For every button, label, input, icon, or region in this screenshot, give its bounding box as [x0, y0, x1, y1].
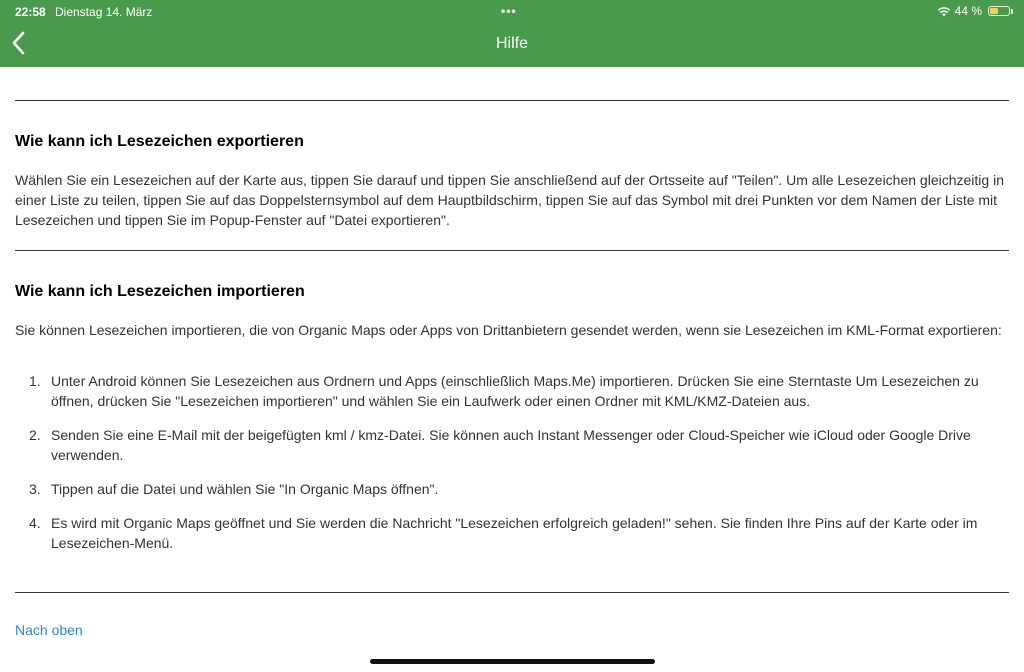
list-item-text: Senden Sie eine E-Mail mit der beigefügten kml / kmz-Datei. Sie können auch Instant Messenger oder Cloud-Speicher wie iCloud oder Google Drive verwenden. — [51, 427, 971, 463]
status-date: Dienstag 14. März — [55, 5, 153, 19]
section-body-import: Sie können Lesezeichen importieren, die von Organic Maps oder Apps von Drittanbietern gesendet werden, wenn sie Lesezeichen im KML-Format exportieren: — [15, 322, 1002, 338]
list-item — [15, 425, 1009, 465]
page-title: Hilfe — [495, 35, 528, 52]
section-heading-import: Wie kann ich Lesezeichen importieren — [15, 283, 305, 300]
divider — [15, 100, 1009, 101]
section-body-export: Wählen Sie ein Lesezeichen auf der Karte aus, tippen Sie darauf und tippen Sie anschließend auf der Ortsseite auf "Teilen". Um alle Lesezeichen gleichzeitig in einer Liste zu teilen, tippen Sie auf das Doppelsternsymbol auf dem Hauptbildschirm, tippen Sie auf das Symbol mit drei Punkten vor dem Namen der Liste mit Lesezeichen und tippen Sie im Popup-Fenster auf "Datei exportieren". — [15, 172, 1004, 228]
divider — [15, 250, 1009, 251]
home-indicator[interactable] — [370, 659, 655, 664]
navigation-header — [0, 0, 1024, 67]
list-item — [15, 479, 1009, 499]
battery-fill — [990, 8, 998, 14]
divider — [15, 592, 1009, 593]
multitasking-dots-icon[interactable]: ••• — [501, 4, 517, 18]
list-item-text: Es wird mit Organic Maps geöffnet und Sie werden die Nachricht "Lesezeichen erfolgreich geladen!" sehen. Sie finden Ihre Pins auf der Karte oder im Lesezeichen-Menü. — [51, 515, 978, 551]
section-heading-export: Wie kann ich Lesezeichen exportieren — [15, 133, 304, 150]
status-bar — [0, 4, 1024, 20]
list-item-number: 2. — [29, 427, 41, 443]
list-item-text: Unter Android können Sie Lesezeichen aus Ordnern und Apps (einschließlich Maps.Me) importieren. Drücken Sie eine Sterntaste Um Lesezeichen zu öffnen, drücken Sie "Lesezeichen importieren" und wählen Sie ein Laufwerk oder einen Ordner mit KML/KMZ-Dateien aus. — [51, 373, 979, 409]
wifi-icon — [937, 6, 951, 17]
list-item-number: 4. — [29, 515, 41, 531]
list-item-number: 1. — [29, 373, 41, 389]
list-item-number: 3. — [29, 481, 41, 497]
list-item — [15, 371, 1009, 411]
import-steps-list — [15, 371, 1009, 567]
list-item — [15, 513, 1009, 553]
battery-icon — [988, 6, 1010, 16]
status-right — [937, 4, 1010, 18]
back-to-top-link[interactable]: Nach oben — [15, 622, 83, 638]
list-item-text: Tippen auf die Datei und wählen Sie "In Organic Maps öffnen". — [51, 481, 439, 497]
status-time: 22:58 — [15, 5, 46, 19]
battery-percent: 44 % — [954, 4, 982, 18]
